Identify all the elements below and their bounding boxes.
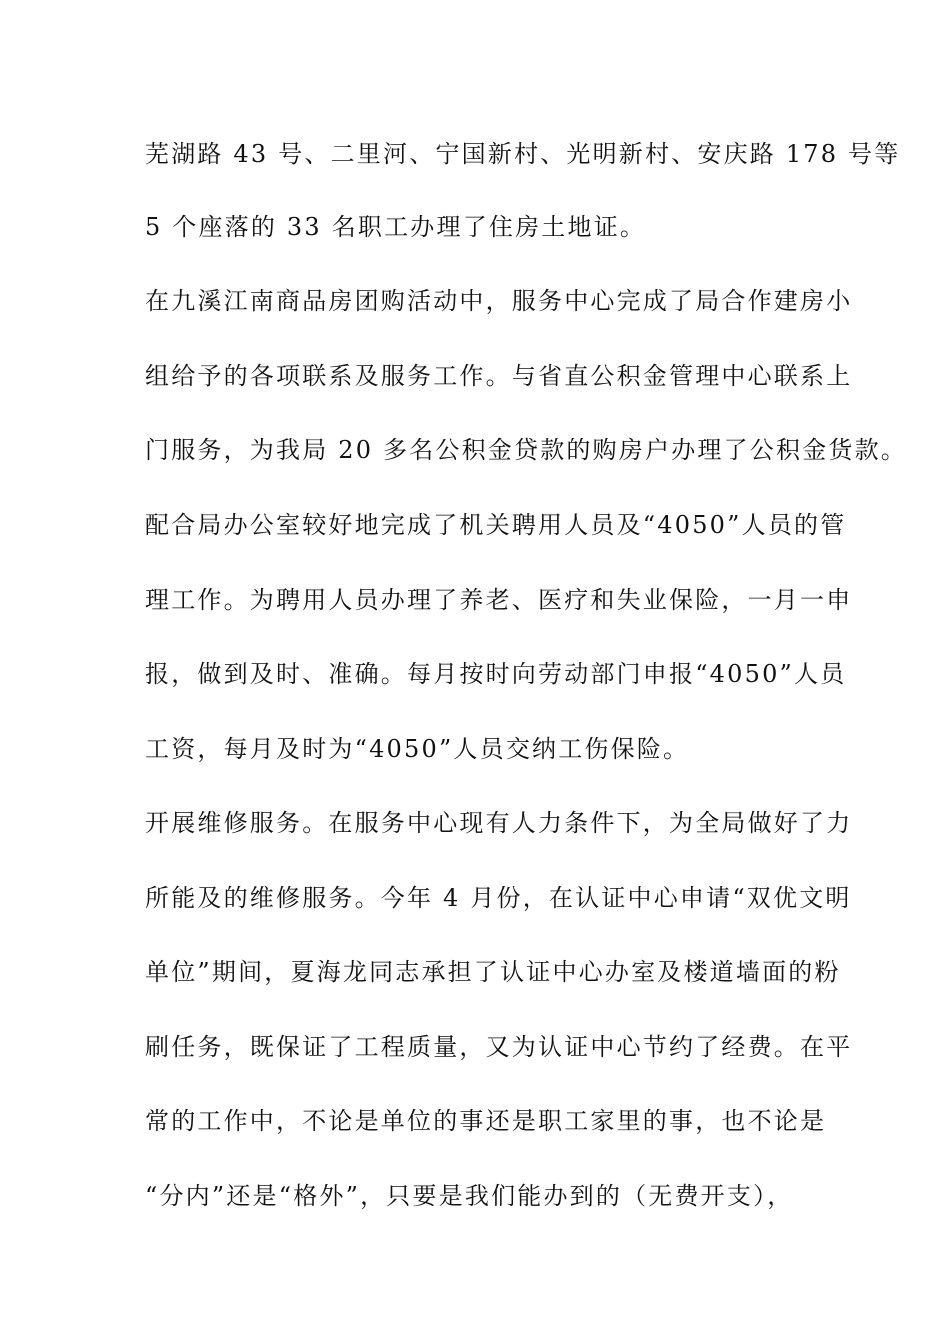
text-line: “分内”还是“格外”，只要是我们能办到的（无费开支）， (145, 1182, 794, 1210)
text-line: 刷任务，既保证了工程质量，又为认证中心节约了经费。在平 (145, 1033, 853, 1061)
text-line: 芜湖路 43 号、二里河、宁国新村、光明新村、安庆路 178 号等 (145, 140, 901, 168)
text-line: 5 个座落的 33 名职工办理了住房土地证。 (145, 213, 647, 241)
text-line: 门服务，为我局 20 多名公积金贷款的购房户办理了公积金货款。 (145, 436, 907, 464)
text-line: 配合局办公室较好地完成了机关聘用人员及“4050”人员的管 (145, 511, 847, 539)
text-line: 报，做到及时、准确。每月按时向劳动部门申报“4050”人员 (145, 660, 847, 688)
text-line: 所能及的维修服务。今年 4 月份，在认证中心申请“双优文明 (145, 884, 852, 912)
text-line: 组给予的各项联系及服务工作。与省直公积金管理中心联系上 (145, 362, 853, 390)
text-line: 理工作。为聘用人员办理了养老、医疗和失业保险，一月一申 (145, 586, 853, 614)
text-line: 常的工作中，不论是单位的事还是职工家里的事，也不论是 (145, 1107, 827, 1135)
text-line: 在九溪江南商品房团购活动中，服务中心完成了局合作建房小 (145, 287, 853, 315)
text-line: 开展维修服务。在服务中心现有人力条件下，为全局做好了力 (145, 809, 853, 837)
text-line: 工资，每月及时为“4050”人员交纳工伤保险。 (145, 735, 690, 763)
text-line: 单位”期间，夏海龙同志承担了认证中心办室及楼道墙面的粉 (145, 958, 841, 986)
